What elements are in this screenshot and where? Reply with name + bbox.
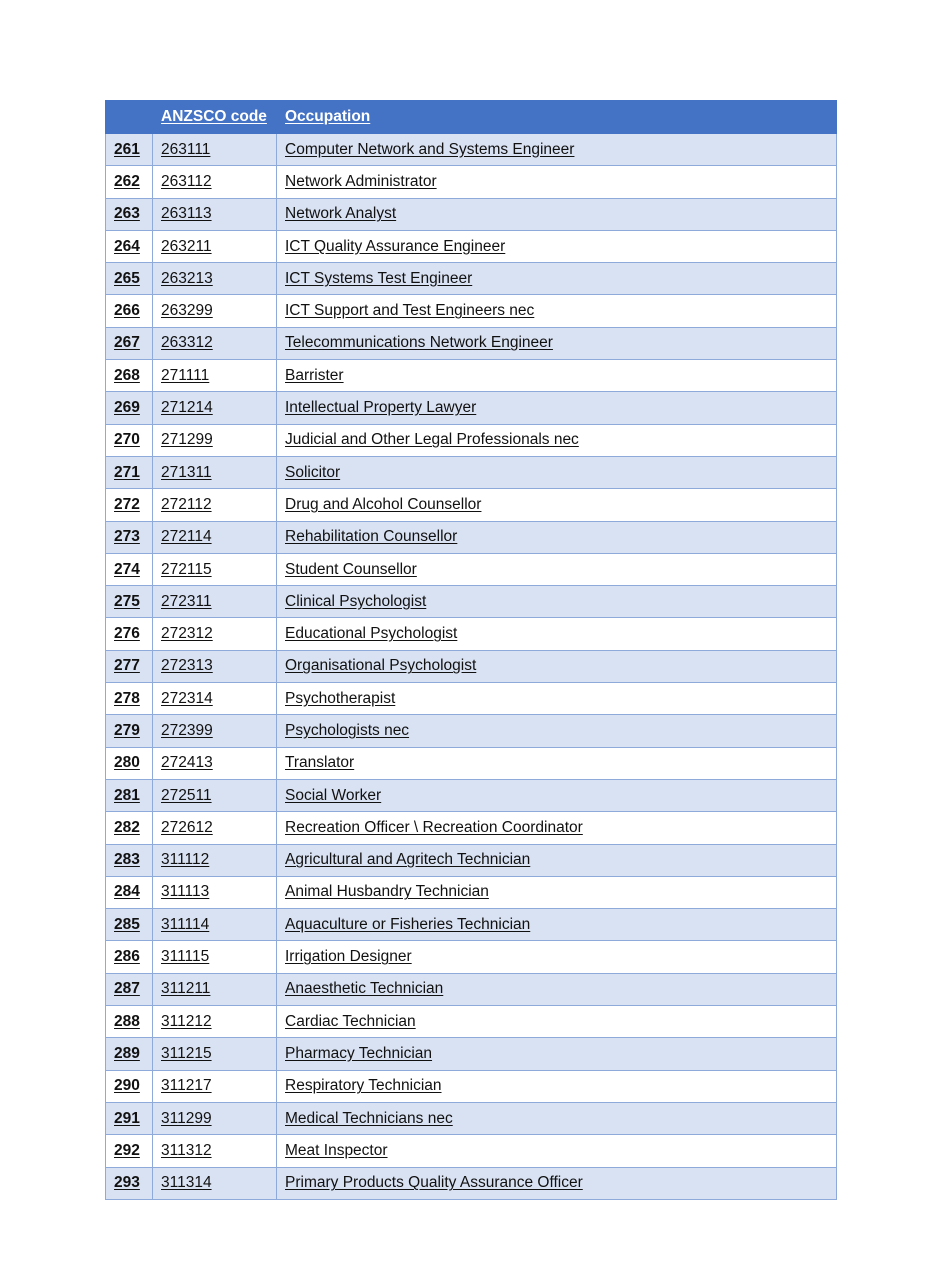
- anzsco-code-link[interactable]: 271299: [153, 424, 277, 456]
- anzsco-code-link[interactable]: 272312: [153, 618, 277, 650]
- occupation-link[interactable]: Barrister: [277, 360, 837, 392]
- anzsco-code-link[interactable]: 272311: [153, 586, 277, 618]
- table-body: [106, 134, 837, 1200]
- table-row: [106, 973, 837, 1005]
- row-number-link[interactable]: 269: [106, 392, 153, 424]
- occupation-link[interactable]: Student Counsellor: [277, 553, 837, 585]
- row-number-link[interactable]: 284: [106, 876, 153, 908]
- anzsco-code-link[interactable]: 272612: [153, 812, 277, 844]
- occupation-link[interactable]: Social Worker: [277, 779, 837, 811]
- anzsco-code-link[interactable]: 311215: [153, 1038, 277, 1070]
- anzsco-code-link[interactable]: 311217: [153, 1070, 277, 1102]
- table-row: [106, 715, 837, 747]
- anzsco-code-link[interactable]: 272413: [153, 747, 277, 779]
- table-row: [106, 327, 837, 359]
- table-row: [106, 1006, 837, 1038]
- table-row: [106, 779, 837, 811]
- occupation-link[interactable]: Aquaculture or Fisheries Technician: [277, 909, 837, 941]
- occupation-link[interactable]: ICT Systems Test Engineer: [277, 263, 837, 295]
- anzsco-code-link[interactable]: 271311: [153, 456, 277, 488]
- row-number-link[interactable]: 278: [106, 683, 153, 715]
- occupation-link[interactable]: Rehabilitation Counsellor: [277, 521, 837, 553]
- row-number-link[interactable]: 279: [106, 715, 153, 747]
- occupation-link[interactable]: Meat Inspector: [277, 1135, 837, 1167]
- occupation-link[interactable]: Judicial and Other Legal Professionals nec: [277, 424, 837, 456]
- occupation-link[interactable]: Intellectual Property Lawyer: [277, 392, 837, 424]
- anzsco-code-link[interactable]: 263312: [153, 327, 277, 359]
- row-number-link[interactable]: 273: [106, 521, 153, 553]
- table-row: [106, 1167, 837, 1199]
- anzsco-code-link[interactable]: 311112: [153, 844, 277, 876]
- occupation-link[interactable]: Telecommunications Network Engineer: [277, 327, 837, 359]
- occupation-link[interactable]: Drug and Alcohol Counsellor: [277, 489, 837, 521]
- table-row: [106, 747, 837, 779]
- occupation-link[interactable]: Psychologists nec: [277, 715, 837, 747]
- row-number-link[interactable]: 286: [106, 941, 153, 973]
- anzsco-code-link[interactable]: 311299: [153, 1102, 277, 1134]
- anzsco-code-link[interactable]: 271214: [153, 392, 277, 424]
- row-number-link[interactable]: 282: [106, 812, 153, 844]
- row-number-link[interactable]: 276: [106, 618, 153, 650]
- table-row: [106, 230, 837, 262]
- occupation-link[interactable]: Translator: [277, 747, 837, 779]
- row-number-link[interactable]: 293: [106, 1167, 153, 1199]
- occupation-link[interactable]: Animal Husbandry Technician: [277, 876, 837, 908]
- anzsco-code-link[interactable]: 311314: [153, 1167, 277, 1199]
- occupation-link[interactable]: Respiratory Technician: [277, 1070, 837, 1102]
- anzsco-code-link[interactable]: 263111: [153, 134, 277, 166]
- row-number-link[interactable]: 275: [106, 586, 153, 618]
- row-number-link[interactable]: 291: [106, 1102, 153, 1134]
- row-number-link[interactable]: 280: [106, 747, 153, 779]
- anzsco-code-link[interactable]: 311114: [153, 909, 277, 941]
- table-row: [106, 586, 837, 618]
- anzsco-code-link[interactable]: 311113: [153, 876, 277, 908]
- occupation-link[interactable]: Agricultural and Agritech Technician: [277, 844, 837, 876]
- occupation-link[interactable]: Clinical Psychologist: [277, 586, 837, 618]
- anzsco-code-link[interactable]: 263211: [153, 230, 277, 262]
- header-row: [106, 101, 837, 134]
- table-row: [106, 521, 837, 553]
- row-number-link[interactable]: 262: [106, 166, 153, 198]
- row-number-link[interactable]: 268: [106, 360, 153, 392]
- row-number-link[interactable]: 267: [106, 327, 153, 359]
- table-row: [106, 909, 837, 941]
- row-number-link[interactable]: 264: [106, 230, 153, 262]
- occupation-link[interactable]: Network Administrator: [277, 166, 837, 198]
- row-number-link[interactable]: 261: [106, 134, 153, 166]
- occupation-link[interactable]: Cardiac Technician: [277, 1006, 837, 1038]
- row-number-link[interactable]: 271: [106, 456, 153, 488]
- table-row: [106, 424, 837, 456]
- table-row: [106, 812, 837, 844]
- row-number-link[interactable]: 287: [106, 973, 153, 1005]
- anzsco-code-link[interactable]: 271111: [153, 360, 277, 392]
- table-row: [106, 876, 837, 908]
- row-number-link[interactable]: 272: [106, 489, 153, 521]
- table-row: [106, 456, 837, 488]
- occupation-link[interactable]: Primary Products Quality Assurance Officer: [277, 1167, 837, 1199]
- table-row: [106, 553, 837, 585]
- table-row: [106, 134, 837, 166]
- table-row: [106, 392, 837, 424]
- table-row: [106, 198, 837, 230]
- table-row: [106, 683, 837, 715]
- anzsco-code-link[interactable]: 272511: [153, 779, 277, 811]
- table-row: [106, 489, 837, 521]
- occupation-link[interactable]: Irrigation Designer: [277, 941, 837, 973]
- table-row: [106, 618, 837, 650]
- anzsco-code-link[interactable]: 272115: [153, 553, 277, 585]
- anzsco-code-link[interactable]: 263112: [153, 166, 277, 198]
- row-number-link[interactable]: 290: [106, 1070, 153, 1102]
- occupation-link[interactable]: Medical Technicians nec: [277, 1102, 837, 1134]
- occupation-table: [105, 100, 837, 1200]
- row-number-link[interactable]: 281: [106, 779, 153, 811]
- row-number-link[interactable]: 277: [106, 650, 153, 682]
- row-number-link[interactable]: 288: [106, 1006, 153, 1038]
- row-number-link[interactable]: 283: [106, 844, 153, 876]
- anzsco-code-link[interactable]: 272314: [153, 683, 277, 715]
- row-number-link[interactable]: 270: [106, 424, 153, 456]
- row-number-link[interactable]: 266: [106, 295, 153, 327]
- table-row: [106, 650, 837, 682]
- table-header: [106, 101, 837, 134]
- occupation-link[interactable]: Psychotherapist: [277, 683, 837, 715]
- occupation-link[interactable]: Educational Psychologist: [277, 618, 837, 650]
- table-row: [106, 360, 837, 392]
- anzsco-code-link[interactable]: 263299: [153, 295, 277, 327]
- header-number: [106, 101, 153, 134]
- row-number-link[interactable]: 263: [106, 198, 153, 230]
- occupation-link[interactable]: ICT Quality Assurance Engineer: [277, 230, 837, 262]
- anzsco-code-link[interactable]: 272313: [153, 650, 277, 682]
- anzsco-code-link[interactable]: 272114: [153, 521, 277, 553]
- anzsco-code-link[interactable]: 311115: [153, 941, 277, 973]
- row-number-link[interactable]: 285: [106, 909, 153, 941]
- occupation-link[interactable]: Organisational Psychologist: [277, 650, 837, 682]
- header-occupation[interactable]: Occupation: [277, 101, 837, 134]
- row-number-link[interactable]: 265: [106, 263, 153, 295]
- table-row: [106, 1070, 837, 1102]
- table-row: [106, 166, 837, 198]
- anzsco-code-link[interactable]: 311212: [153, 1006, 277, 1038]
- table-row: [106, 1102, 837, 1134]
- table-row: [106, 844, 837, 876]
- anzsco-code-link[interactable]: 311312: [153, 1135, 277, 1167]
- occupation-link[interactable]: Computer Network and Systems Engineer: [277, 134, 837, 166]
- table-row: [106, 263, 837, 295]
- table-row: [106, 1135, 837, 1167]
- occupation-link[interactable]: Recreation Officer \ Recreation Coordinator: [277, 812, 837, 844]
- table-row: [106, 295, 837, 327]
- anzsco-code-link[interactable]: 311211: [153, 973, 277, 1005]
- row-number-link[interactable]: 289: [106, 1038, 153, 1070]
- occupation-link[interactable]: ICT Support and Test Engineers nec: [277, 295, 837, 327]
- anzsco-code-link[interactable]: 272112: [153, 489, 277, 521]
- row-number-link[interactable]: 292: [106, 1135, 153, 1167]
- row-number-link[interactable]: 274: [106, 553, 153, 585]
- occupation-link[interactable]: Pharmacy Technician: [277, 1038, 837, 1070]
- anzsco-code-link[interactable]: 263213: [153, 263, 277, 295]
- header-anzsco-code[interactable]: ANZSCO code: [153, 101, 277, 134]
- anzsco-code-link[interactable]: 263113: [153, 198, 277, 230]
- occupation-link[interactable]: Network Analyst: [277, 198, 837, 230]
- occupation-link[interactable]: Anaesthetic Technician: [277, 973, 837, 1005]
- table-row: [106, 1038, 837, 1070]
- anzsco-code-link[interactable]: 272399: [153, 715, 277, 747]
- occupation-link[interactable]: Solicitor: [277, 456, 837, 488]
- table-row: [106, 941, 837, 973]
